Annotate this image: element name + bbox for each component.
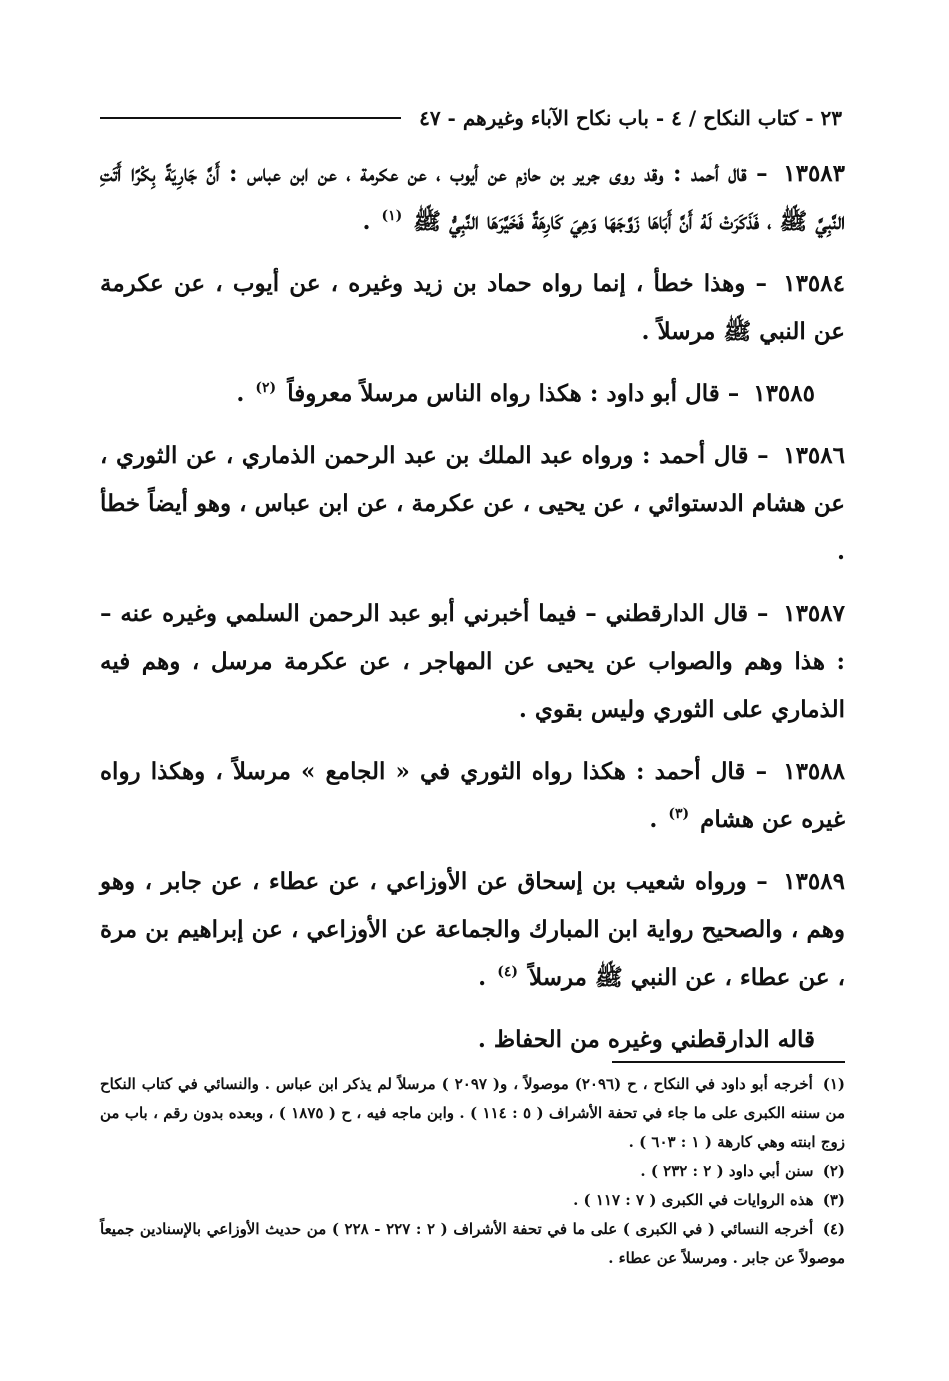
hadith-entry: [100, 748, 845, 844]
entry-text: – قال الدارقطني – فيما أخبرني أبو عبد الرحمن السلمي وغيره عنه – : هذا وهم والصواب عن يحيى عن المهاجر ، عن عكرمة مرسل ، وهم فيه الذماري على الثوري وليس بقوي .: [100, 600, 845, 723]
entry-text: – قال أحمد : ورواه عبد الملك بن عبد الرحمن الذماري ، عن الثوري ، عن هشام الدستوائي ، عن يحيى ، عن عكرمة ، عن ابن عباس ، وهو أيضاً خطأ .: [100, 442, 845, 565]
footnote-text: أخرجه النسائي ( في الكبرى ) على ما في تحفة الأشراف ( ٢ : ٢٢٧ - ٢٢٨ ) من حديث الأوزاعي بالإسنادين جميعاً موصولاً عن جابر . ومرسلاً عن عطاء .: [100, 1220, 845, 1267]
hadith-entry: [100, 150, 845, 246]
footnote-ref: (٣): [668, 806, 690, 823]
entry-number: ١٣٥٨٦: [783, 442, 845, 469]
hadith-entry: [100, 590, 845, 734]
entry-tail: .: [236, 380, 245, 407]
entry-number: ١٣٥٨٥: [753, 380, 815, 407]
entry-tail: .: [362, 208, 371, 235]
entry-text: – قال أبو داود : هكذا رواه الناس مرسلاً معروفاً: [287, 380, 740, 407]
footnote-mark: (٤): [822, 1220, 846, 1238]
header-rule: [100, 117, 401, 119]
entry-number: ١٣٥٨٧: [783, 600, 845, 627]
entry-tail: .: [649, 806, 658, 833]
footnotes: [100, 1070, 845, 1273]
hadith-entry: [100, 432, 845, 576]
entry-text: – قال أحمد : وقد روى جرير بن حازم عن أيوب ، عن عكرمة ، عن ابن عباس : أَنَّ جَارِيَةً بِكْرًا أَتَتِ النَّبِيَّ ﷺ ، فَذَكَرَتْ لَهُ أَنَّ أَبَاهَا زَوَّجَهَا وَهِيَ كَارِهَةٌ فَخَيَّرَهَا النَّبِيُّ ﷺ: [100, 160, 845, 235]
footnote-ref: (٤): [497, 964, 518, 981]
entry-text: – ورواه شعيب بن إسحاق عن الأوزاعي ، عن عطاء ، عن جابر ، وهو وهم ، والصحيح رواية ابن المبارك والجماعة عن الأوزاعي ، عن إبراهيم بن مرة ، عن عطاء ، عن النبي ﷺ مرسلاً: [100, 868, 845, 991]
entry-number: ١٣٥٨٤: [783, 270, 845, 297]
running-header: [100, 98, 842, 138]
footnote-mark: (٣): [822, 1191, 845, 1209]
footnote-ref: (١): [381, 208, 403, 225]
entry-number: ١٣٥٨٣: [783, 160, 846, 187]
hadith-entry: [100, 858, 845, 1002]
footnote: [100, 1070, 845, 1157]
main-text: [100, 150, 845, 1078]
hadith-entry: [100, 370, 845, 418]
entry-number: ١٣٥٨٨: [783, 758, 845, 785]
footnote-mark: (٢): [822, 1162, 845, 1180]
closing-line: قاله الدارقطني وغيره من الحفاظ .: [477, 1026, 815, 1053]
footnote: [100, 1215, 845, 1273]
hadith-entry: [100, 260, 845, 356]
footnote-mark: (١): [822, 1075, 845, 1093]
footnote: [100, 1186, 845, 1215]
footnote-separator: [612, 1061, 845, 1063]
entry-tail: .: [478, 964, 487, 991]
footnote-ref: (٢): [255, 380, 277, 397]
footnote-text: هذه الروايات في الكبرى ( ٧ : ١١٧ ) .: [573, 1191, 814, 1209]
footnote: [100, 1157, 845, 1186]
entry-text: – قال أحمد : هكذا رواه الثوري في « الجامع » مرسلاً ، وهكذا رواه غيره عن هشام: [100, 758, 845, 833]
footnote-text: سنن أبي داود ( ٢ : ٢٣٢ ) .: [640, 1162, 814, 1180]
running-title: ٢٣ - كتاب النكاح / ٤ - باب نكاح الآباء وغيرهم - ٤٧: [419, 106, 842, 130]
footnote-text: أخرجه أبو داود في النكاح ، ح (٢٠٩٦) موصولاً ، و( ٢٠٩٧ ) مرسلاً لم يذكر ابن عباس . والنسائي في كتاب النكاح من سننه الكبرى على ما جاء في تحفة الأشراف ( ٥ : ١١٤ ) . وابن ماجه فيه ، ح ( ١٨٧٥ ) ، وبعده بدون رقم ، باب من زوج ابنته وهي كارهة ( ١ : ٦٠٣ ) .: [100, 1075, 846, 1151]
entry-number: ١٣٥٨٩: [783, 868, 845, 895]
entry-text: – وهذا خطأ ، إنما رواه حماد بن زيد وغيره ، عن أيوب ، عن عكرمة عن النبي ﷺ مرسلاً .: [100, 270, 845, 345]
